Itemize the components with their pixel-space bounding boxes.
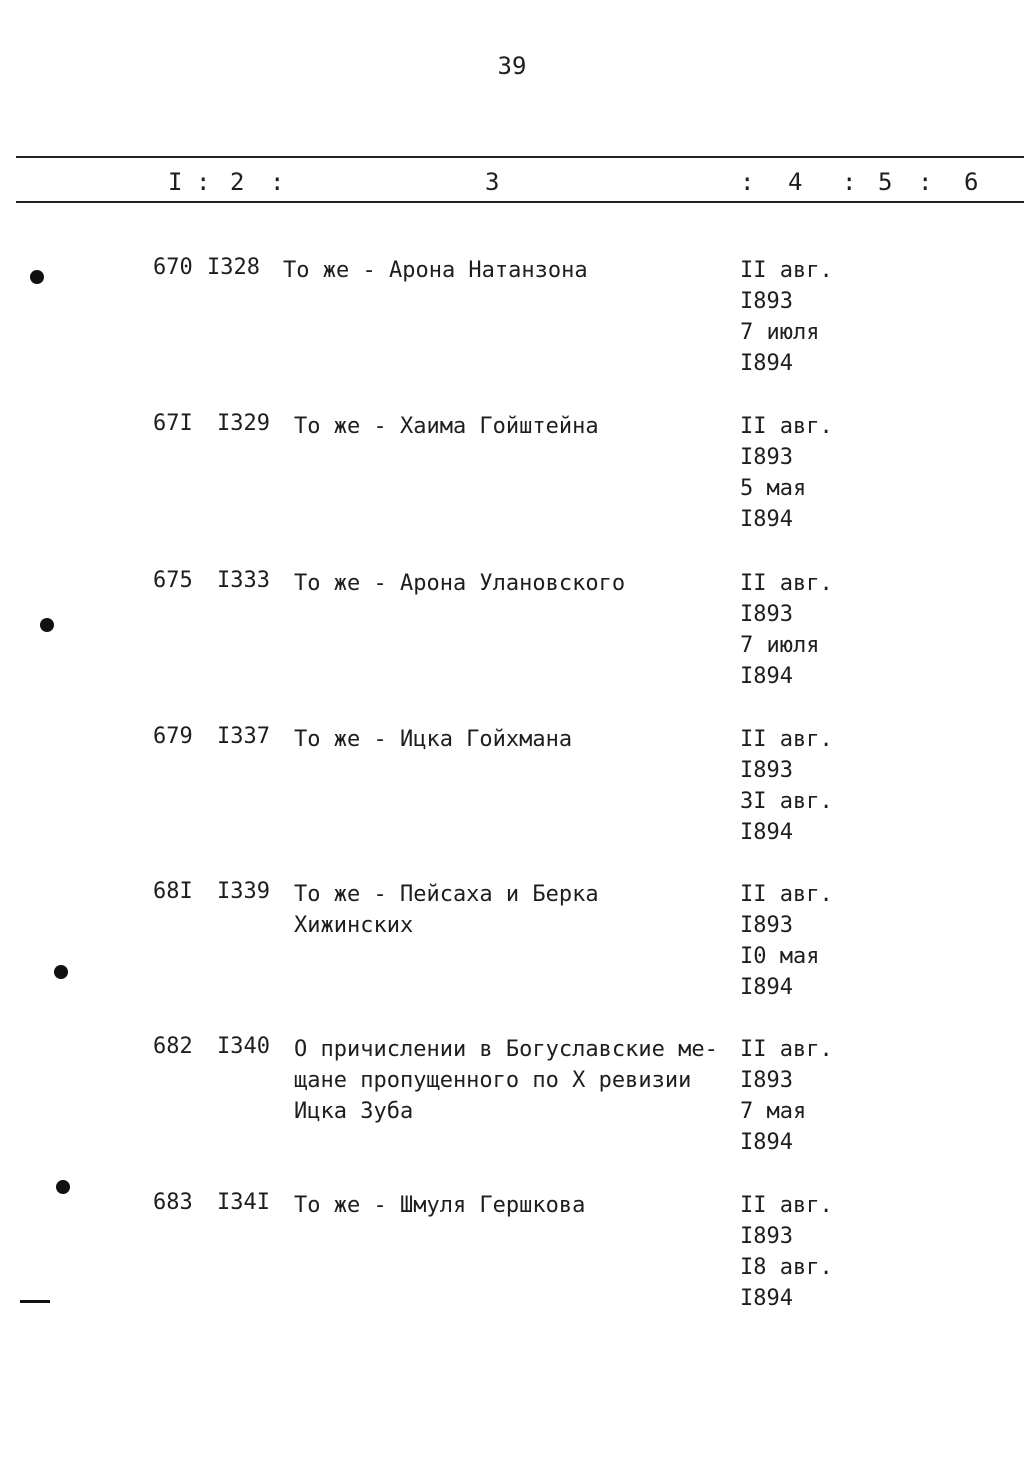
date-start-day: II авг. <box>740 882 833 907</box>
entry-number: 679 <box>153 724 193 749</box>
entry-code: I339 <box>217 879 270 904</box>
entry-dates <box>740 1190 833 1314</box>
column-separator: : <box>918 168 933 196</box>
entry-number: 683 <box>153 1190 193 1215</box>
punch-hole <box>56 1180 70 1194</box>
date-end-day: 7 июля <box>740 320 820 345</box>
date-end-day: 3I авг. <box>740 789 833 814</box>
entry-code: I337 <box>217 724 270 749</box>
date-start-year: I893 <box>740 1224 793 1249</box>
register-entry <box>0 255 1024 405</box>
date-start-day: II авг. <box>740 1037 833 1062</box>
column-header-2: 2 <box>230 168 245 196</box>
date-end-year: I894 <box>740 664 793 689</box>
date-start-year: I893 <box>740 758 793 783</box>
header-bottom-rule <box>16 201 1024 203</box>
entry-number: 682 <box>153 1034 193 1059</box>
date-end-day: I8 авг. <box>740 1255 833 1280</box>
date-end-year: I894 <box>740 1286 793 1311</box>
entry-dates <box>740 568 833 692</box>
entry-number: 68I <box>153 879 193 904</box>
date-start-year: I893 <box>740 1068 793 1093</box>
register-entry <box>0 1190 1024 1340</box>
register-entry <box>0 568 1024 718</box>
entry-dates <box>740 255 833 379</box>
date-end-year: I894 <box>740 507 793 532</box>
scan-mark <box>20 1300 50 1303</box>
register-entry <box>0 879 1024 1029</box>
date-start-year: I893 <box>740 602 793 627</box>
entry-number: 675 <box>153 568 193 593</box>
date-start-day: II авг. <box>740 1193 833 1218</box>
entry-number: 67I <box>153 411 193 436</box>
entry-dates <box>740 411 833 535</box>
register-entry <box>0 724 1024 874</box>
date-end-day: 5 мая <box>740 476 807 501</box>
entry-title: То же - Арона Улановского <box>294 571 626 596</box>
punch-hole <box>30 270 44 284</box>
entry-code: I340 <box>217 1034 270 1059</box>
column-separator: : <box>196 168 211 196</box>
date-start-day: II авг. <box>740 571 833 596</box>
entry-title: То же - Шмуля Гершкова <box>294 1193 586 1218</box>
entry-title: То же - Пейсаха и Берка Хижинских <box>294 882 599 938</box>
column-header-6: 6 <box>964 168 979 196</box>
entry-code: I329 <box>217 411 270 436</box>
column-header-4: 4 <box>788 168 803 196</box>
register-entry <box>0 411 1024 561</box>
date-start-year: I893 <box>740 913 793 938</box>
date-end-day: 7 мая <box>740 1099 807 1124</box>
date-start-day: II авг. <box>740 258 833 283</box>
entry-code: I328 <box>207 255 260 280</box>
column-header-5: 5 <box>878 168 893 196</box>
date-start-day: II авг. <box>740 414 833 439</box>
register-entry <box>0 1034 1024 1184</box>
entry-code: I333 <box>217 568 270 593</box>
date-start-year: I893 <box>740 445 793 470</box>
date-end-year: I894 <box>740 1130 793 1155</box>
date-end-year: I894 <box>740 820 793 845</box>
entry-dates <box>740 879 833 1003</box>
date-end-day: I0 мая <box>740 944 820 969</box>
entry-code: I34I <box>217 1190 270 1215</box>
column-header-3: 3 <box>485 168 500 196</box>
entry-title: О причислении в Богуславские ме-щане пропущенного по X ревизии Ицка Зуба <box>294 1037 718 1124</box>
entry-title: То же - Ицка Гойхмана <box>294 727 573 752</box>
column-separator: : <box>270 168 285 196</box>
header-top-rule <box>16 156 1024 158</box>
date-end-year: I894 <box>740 351 793 376</box>
punch-hole <box>54 965 68 979</box>
date-end-year: I894 <box>740 975 793 1000</box>
entry-title: То же - Хаима Гойштейна <box>294 414 599 439</box>
punch-hole <box>40 618 54 632</box>
entry-dates <box>740 1034 833 1158</box>
entry-number: 670 <box>153 255 193 280</box>
entry-dates <box>740 724 833 848</box>
date-end-day: 7 июля <box>740 633 820 658</box>
date-start-day: II авг. <box>740 727 833 752</box>
column-separator: : <box>842 168 857 196</box>
page-number: 39 <box>497 52 527 80</box>
entry-title: То же - Арона Натанзона <box>283 258 588 283</box>
column-separator: : <box>740 168 755 196</box>
date-start-year: I893 <box>740 289 793 314</box>
column-header-1: I <box>168 168 183 196</box>
